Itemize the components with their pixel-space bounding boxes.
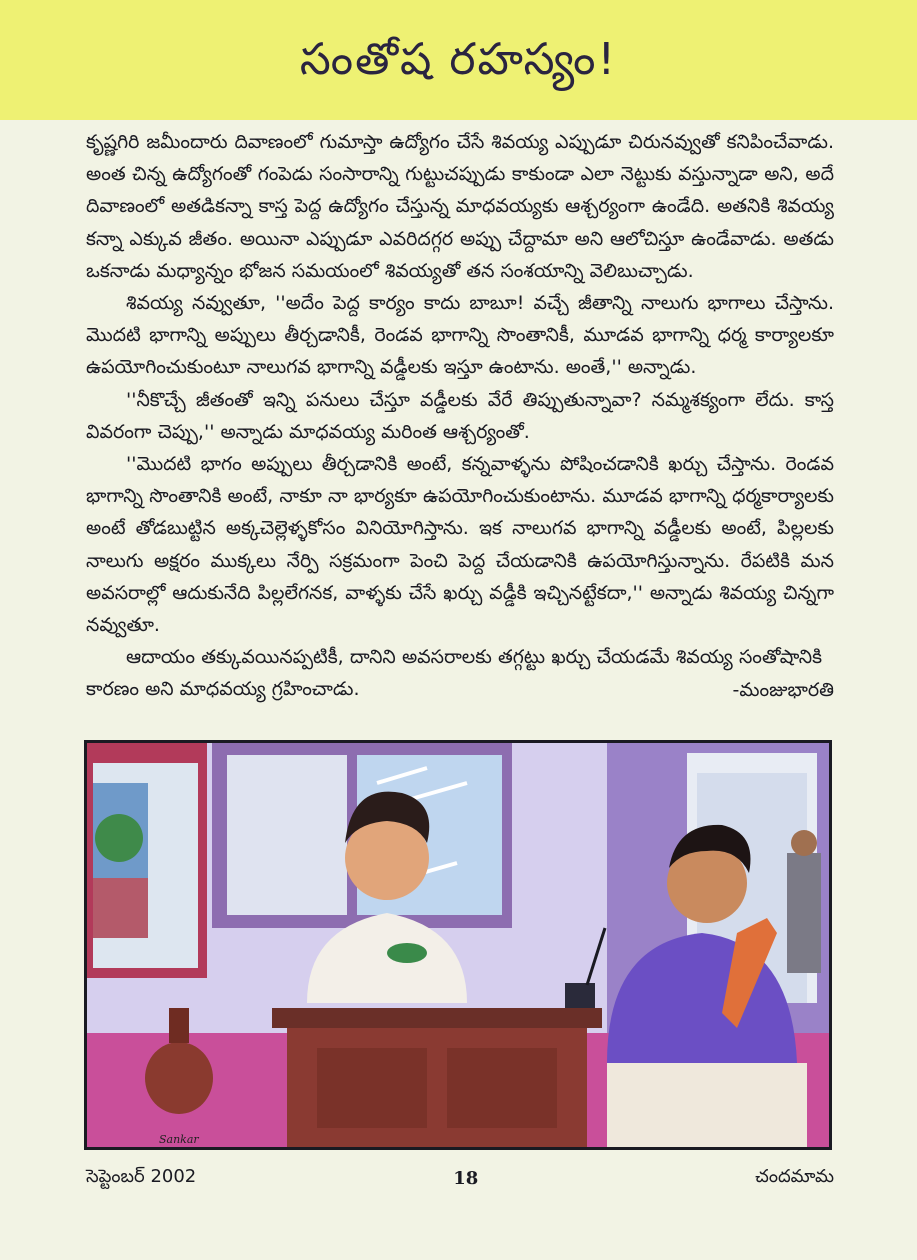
illustration-scene [87, 743, 829, 1147]
author-signature: -మంజుభారతి [732, 678, 834, 701]
artist-signature: Sankar [159, 1133, 199, 1146]
paragraph-2: శివయ్య నవ్వుతూ, ''అదేం పెద్ద కార్యం కాదు బాబూ! వచ్చే జీతాన్ని నాలుగు భాగాలు చేస్తాను. మొదటి భాగాన్ని అప్పులు తీర్చడానికీ, రెండవ భాగాన్ని సొంతానికీ, మూడవ భాగాన్ని ధర్మ కార్యాలకూ ఉపయోగించుకుంటూ నాలుగవ భాగాన్ని వడ్డీలకు ఇస్తూ ఉంటాను. అంతే,'' అన్నాడు. [86, 292, 834, 379]
story-text [86, 126, 834, 706]
story-title: సంతోష రహస్యం! [299, 34, 618, 85]
issue-date: సెప్టెంబర్ 2002 [86, 1166, 197, 1187]
paragraph-5: ఆదాయం తక్కువయినప్పటికీ, దానిని అవసరాలకు తగ్గట్టు ఖర్చు చేయడమే శివయ్య సంతోషానికి కారణం అని మాధవయ్య గ్రహించాడు. [86, 646, 822, 701]
paragraph-4: ''మొదటి భాగం అప్పులు తీర్చడానికి అంటే, కన్నవాళ్ళను పోషించడానికి ఖర్చు చేస్తాను. రెండవ భాగాన్ని సొంతానికి అంటే, నాకూ నా భార్యకూ ఉపయోగించుకుంటాను. మూడవ భాగాన్ని ధర్మకార్యాలకు అంటే తోడబుట్టిన అక్కచెల్లెళ్ళకోసం వినియోగిస్తాను. ఇక నాలుగవ భాగాన్ని వడ్డీలకు అంటే, పిల్లలకు నాలుగు అక్షరం ముక్కలు నేర్పి సక్రమంగా పెంచి పెద్ద చేయడానికి ఉపయోగిస్తున్నాను. రేపటికి మన అవసరాల్లో ఆదుకునేది పిల్లలేగనక, వాళ్ళకు చేసే ఖర్చు వడ్డీకి ఇచ్చినట్టేకదా,'' అన్నాడు శివయ్య చిన్నగా నవ్వుతూ. [86, 453, 834, 637]
story-illustration [84, 740, 832, 1150]
paragraph-1: కృష్ణగిరి జమీందారు దివాణంలో గుమాస్తా ఉద్యోగం చేసే శివయ్య ఎప్పుడూ చిరునవ్వుతో కనిపించేవాడు. అంత చిన్న ఉద్యోగంతో గంపెడు సంసారాన్ని గుట్టుచప్పుడు కాకుండా ఎలా నెట్టుకు వస్తున్నాడా అని, అదే దివాణంలో అతడికన్నా కాస్త పెద్ద ఉద్యోగం చేస్తున్న మాధవయ్యకు ఆశ్చర్యంగా ఉండేది. అతనికి శివయ్య కన్నా ఎక్కువ జీతం. అయినా ఎప్పుడూ ఎవరిదగ్గర అప్పు చేద్దామా అని ఆలోచిస్తూ ఉండేవాడు. అతడు ఒకనాడు మధ్యాన్నం భోజన సమయంలో శివయ్యతో తన సంశయాన్ని వెలిబుచ్చాడు. [86, 131, 834, 282]
header-band [0, 0, 917, 120]
page-footer [86, 1166, 834, 1191]
paragraph-3: ''నీకొచ్చే జీతంతో ఇన్ని పనులు చేస్తూ వడ్డీలకు వేరే తిప్పుతున్నావా? నమ్మశక్యంగా లేదు. కాస్త వివరంగా చెప్పు,'' అన్నాడు మాధవయ్య మరింత ఆశ్చర్యంతో. [86, 388, 834, 443]
closing-line [86, 641, 834, 705]
page-number: 18 [453, 1168, 479, 1189]
magazine-name: చందమామ [755, 1166, 834, 1187]
